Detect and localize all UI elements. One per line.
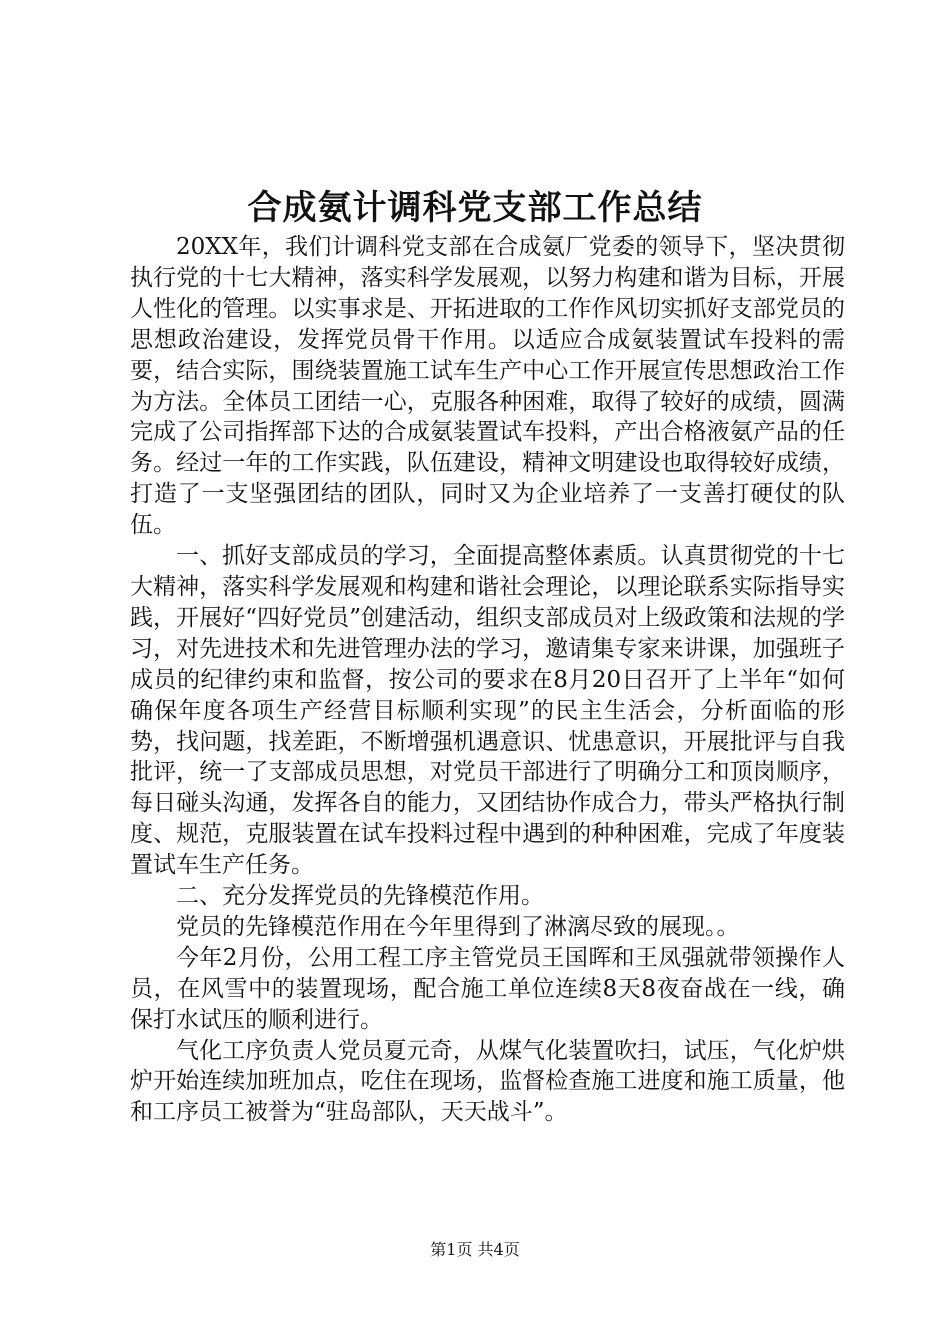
paragraph-february: 今年2月份，公用工程工序主管党员王国晖和王凤强就带领操作人员，在风雪中的装置现场，配合施工单位连续8天8夜奋战在一线，确保打水试压的顺利进行。 <box>130 944 845 1033</box>
paragraph-section-1: 一、抓好支部成员的学习，全面提高整体素质。认真贯彻党的十七大精神，落实科学发展观和构建和谐社会理论，以理论联系实际指导实践，开展好“四好党员”创建活动，组织支部成员对上级政策和法规的学习，对先进技术和先进管理办法的学习，邀请集专家来讲课，加强班子成员的纪律约束和监督，按公司的要求在8月20日召开了上半年“如何确保年度各项生产经营目标顺利实现”的民主生活会，分析面临的形势，找问题，找差距，不断增强机遇意识、忧患意识，开展批评与自我批评，统一了支部成员思想，对党员干部进行了明确分工和顶岗顺序，每日碰头沟通，发挥各自的能力，又团结协作成合力，带头严格执行制度、规范，克服装置在试车投料过程中遇到的种种困难，完成了年度装置试车生产任务。 <box>130 543 845 879</box>
document-title: 合成氨计调科党支部工作总结 <box>247 188 703 228</box>
paragraph-vanguard: 党员的先锋模范作用在今年里得到了淋漓尽致的展现。。 <box>176 913 740 940</box>
paragraph-gasification: 气化工序负责人党员夏元奇，从煤气化装置吹扫，试压，气化炉烘炉开始连续加班加点，吃住在现场，监督检查施工进度和施工质量，他和工序员工被誉为“驻岛部队，天天战斗”。 <box>130 1037 845 1126</box>
page-footer: 第1页 共4页 <box>430 1240 520 1259</box>
paragraph-intro: 20XX年，我们计调科党支部在合成氨厂党委的领导下，坚决贯彻执行党的十七大精神，落实科学发展观，以努力构建和谐为目标，开展人性化的管理。以实事求是、开拓进取的工作作风切实抓好支部党员的思想政治建设，发挥党员骨干作用。以适应合成氨装置试车投料的需要，结合实际，围绕装置施工试车生产中心工作开展宣传思想政治工作为方法。全体员工团结一心，克服各种困难，取得了较好的成绩，圆满完成了公司指挥部下达的合成氨装置试车投料，产出合格液氨产品的任务。经过一年的工作实践，队伍建设，精神文明建设也取得较好成绩，打造了一支坚强团结的团队，同时又为企业培养了一支善打硬仗的队伍。 <box>130 234 845 539</box>
paragraph-section-2-heading: 二、充分发挥党员的先锋模范作用。 <box>176 883 544 910</box>
document-body <box>130 232 845 1128</box>
